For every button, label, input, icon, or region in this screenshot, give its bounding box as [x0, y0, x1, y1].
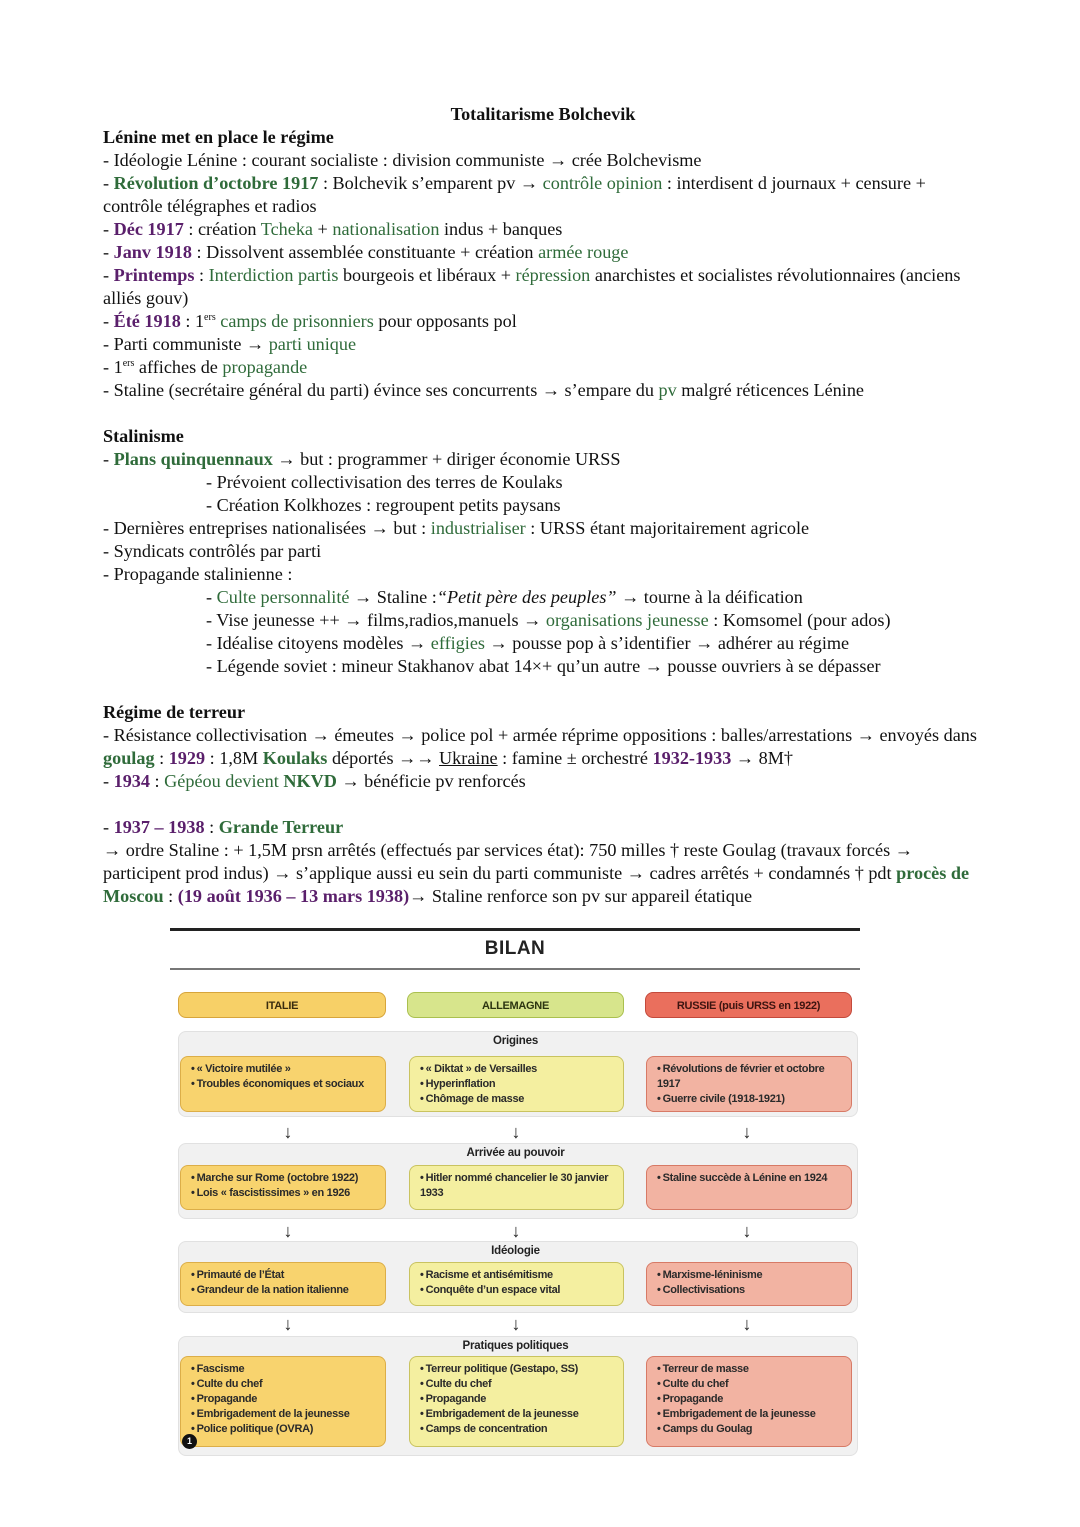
bullet-item: • « Victoire mutilée » — [191, 1062, 375, 1077]
section-heading-lenine: Lénine met en place le régime — [103, 127, 334, 147]
bullet-item: • Culte du chef — [420, 1377, 613, 1392]
cell-russie-pratiques — [646, 1356, 852, 1447]
arrow-down-icon: ↓ — [742, 1122, 752, 1142]
note-line: - Parti communiste → parti unique — [103, 334, 357, 354]
cell-allemagne-arrivee — [409, 1165, 624, 1210]
bullet-item: • Racisme et antisémitisme — [420, 1268, 613, 1283]
bullet-item: • Collectivisations — [657, 1283, 841, 1298]
note-line: - Syndicats contrôlés par parti — [103, 541, 322, 561]
note-line: - Idéologie Lénine : courant socialiste : division communiste → crée Bolchevisme — [103, 150, 702, 170]
column-header-russie: RUSSIE (puis URSS en 1922) — [645, 992, 852, 1018]
note-line: → ordre Staline : + 1,5M prsn arrêtés (effectués par services état): 750 milles † reste Goulag (travaux forcés → participent prod indus) → s’applique aussi eu sein du parti communiste → cadres arrêtés + condamnés † pdt procès de Moscou : (19 août 1936 – 13 mars 1938)→ Staline renforce son pv sur appareil étatique — [103, 840, 970, 906]
note-line: - Janv 1918 : Dissolvent assemblée constituante + création armée rouge — [103, 242, 629, 262]
bullet-item: • Staline succède à Lénine en 1924 — [657, 1171, 841, 1186]
bullet-item: • Primauté de l’État — [191, 1268, 375, 1283]
bullet-item: • Propagande — [420, 1392, 613, 1407]
notes — [103, 103, 983, 908]
note-line: - Révolution d’octobre 1917 : Bolchevik s’emparent pv → contrôle opinion : interdisent d journaux + censure + contrôle télégraphes et radios — [103, 173, 926, 216]
cell-russie-origines — [646, 1056, 852, 1112]
cell-italie-arrivee — [180, 1165, 386, 1210]
note-line: - Idéalise citoyens modèles → effigies → pousse pop à s’identifier → adhérer au régime — [206, 633, 850, 653]
bullet-item: • Lois « fascistissimes » en 1926 — [191, 1186, 375, 1201]
bullet-item: • Terreur politique (Gestapo, SS) — [420, 1362, 613, 1377]
bullet-item: • Troubles économiques et sociaux — [191, 1077, 375, 1092]
bullet-item: • Propagande — [657, 1392, 841, 1407]
bullet-item: • Camps du Goulag — [657, 1422, 841, 1437]
column-header-italie: ITALIE — [178, 992, 386, 1018]
cell-russie-arrivee — [646, 1165, 852, 1210]
bullet-item: • « Diktat » de Versailles — [420, 1062, 613, 1077]
note-line: - Vise jeunesse ++ → films,radios,manuels → organisations jeunesse : Komsomel (pour ados) — [206, 610, 891, 630]
arrow-down-icon: ↓ — [511, 1221, 521, 1241]
arrow-down-icon: ↓ — [283, 1314, 293, 1334]
note-line: - Staline (secrétaire général du parti) évince ses concurrents → s’empare du pv malgré réticences Lénine — [103, 380, 864, 400]
note-line: - 1934 : Gépéou devient NKVD → bénéficie pv renforcés — [103, 771, 526, 791]
note-line: - Dernières entreprises nationalisées → but : industrialiser : URSS étant majoritairement agricole — [103, 518, 810, 538]
cell-italie-origines — [180, 1056, 386, 1112]
note-line: - Déc 1917 : création Tcheka + nationalisation indus + banques — [103, 219, 563, 239]
bullet-item: • Guerre civile (1918-1921) — [657, 1092, 841, 1107]
bullet-item: • Marche sur Rome (octobre 1922) — [191, 1171, 375, 1186]
bilan-title: BILAN — [484, 938, 546, 959]
bullet-item: • Chômage de masse — [420, 1092, 613, 1107]
note-line: - Création Kolkhozes : regroupent petits paysans — [206, 495, 561, 515]
bullet-item: • Embrigadement de la jeunesse — [420, 1407, 613, 1422]
note-line: - Été 1918 : 1ers camps de prisonniers pour opposants pol — [103, 311, 517, 331]
bullet-item: • Hyperinflation — [420, 1077, 613, 1092]
row-label-ideologie: Idéologie — [491, 1245, 540, 1257]
bullet-item: • Embrigadement de la jeunesse — [657, 1407, 841, 1422]
number-badge: 1 — [182, 1434, 197, 1449]
row-label-origines: Origines — [492, 1035, 539, 1047]
bullet-item: • Police politique (OVRA) — [191, 1422, 375, 1437]
section-heading-stalinisme: Stalinisme — [103, 426, 184, 446]
arrow-down-icon: ↓ — [283, 1122, 293, 1142]
cell-allemagne-ideologie — [409, 1262, 624, 1306]
note-line: - Propagande stalinienne : — [103, 564, 293, 584]
row-label-pratiques: Pratiques politiques — [462, 1340, 569, 1352]
bullet-item: • Grandeur de la nation italienne — [191, 1283, 375, 1298]
bilan-diagram — [170, 928, 860, 1458]
page-title: Totalitarisme Bolchevik — [450, 104, 636, 124]
bullet-item: • Fascisme — [191, 1362, 375, 1377]
arrow-down-icon: ↓ — [511, 1314, 521, 1334]
bullet-item: • Terreur de masse — [657, 1362, 841, 1377]
divider — [170, 928, 860, 931]
bullet-item: • Hitler nommé chancelier le 30 janvier 1933 — [420, 1171, 613, 1201]
section-heading-grande-terreur: - 1937 – 1938 : Grande Terreur — [103, 817, 344, 837]
bullet-item: • Marxisme-léninisme — [657, 1268, 841, 1283]
bullet-item: • Embrigadement de la jeunesse — [191, 1407, 375, 1422]
bullet-item: • Révolutions de février et octobre 1917 — [657, 1062, 841, 1092]
bullet-item: • Culte du chef — [191, 1377, 375, 1392]
note-line: - Plans quinquennaux → but : programmer + diriger économie URSS — [103, 449, 621, 469]
note-line: - Culte personnalité → Staline :“Petit père des peuples” → tourne à la déification — [206, 587, 803, 607]
cell-allemagne-origines — [409, 1056, 624, 1112]
note-line: - Résistance collectivisation → émeutes → police pol + armée réprime oppositions : balles/arrestations → envoyés dans goulag : 1929 : 1,8M Koulaks déportés →→ Ukraine : famine ± orchestré 1932-1933 → 8M† — [103, 725, 977, 768]
cell-russie-ideologie — [646, 1262, 852, 1306]
arrow-down-icon: ↓ — [742, 1221, 752, 1241]
arrow-down-icon: ↓ — [511, 1122, 521, 1142]
column-header-allemagne: ALLEMAGNE — [407, 992, 624, 1018]
note-line: - Légende soviet : mineur Stakhanov abat 14×+ qu’un autre → pousse ouvriers à se dépasser — [206, 656, 881, 676]
cell-italie-ideologie — [180, 1262, 386, 1306]
bullet-item: • Camps de concentration — [420, 1422, 613, 1437]
row-label-arrivee: Arrivée au pouvoir — [466, 1147, 565, 1159]
bullet-item: • Propagande — [191, 1392, 375, 1407]
arrow-down-icon: ↓ — [283, 1221, 293, 1241]
divider — [170, 968, 860, 970]
cell-allemagne-pratiques — [409, 1356, 624, 1447]
cell-italie-pratiques — [180, 1356, 386, 1447]
arrow-down-icon: ↓ — [742, 1314, 752, 1334]
bullet-item: • Conquête d’un espace vital — [420, 1283, 613, 1298]
section-heading-terreur: Régime de terreur — [103, 702, 246, 722]
note-line: - Prévoient collectivisation des terres de Koulaks — [206, 472, 563, 492]
note-line: - Printemps : Interdiction partis bourgeois et libéraux + répression anarchistes et socialistes révolutionnaires (anciens alliés gouv) — [103, 265, 961, 308]
bullet-item: • Culte du chef — [657, 1377, 841, 1392]
note-line: - 1ers affiches de propagande — [103, 357, 308, 377]
